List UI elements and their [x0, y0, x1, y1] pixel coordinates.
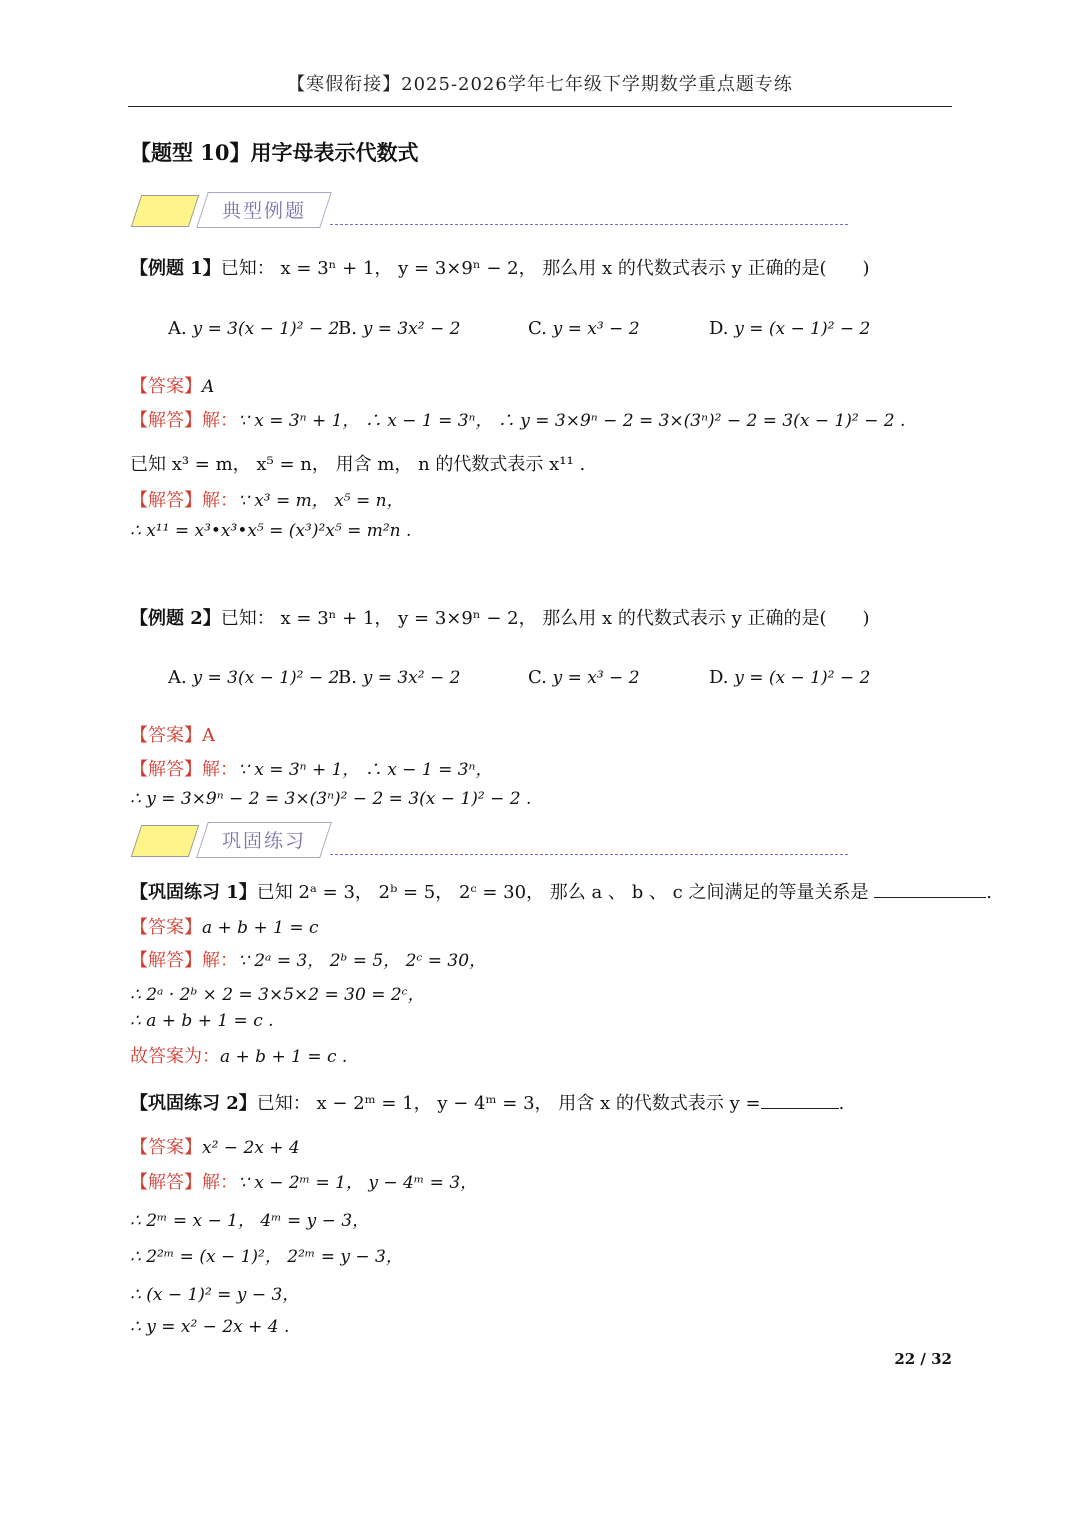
practice1-final-answer: 故答案为：a + b + 1 = c .	[130, 1046, 348, 1067]
example2-option-a: A. y = 3(x − 1)² − 2	[168, 667, 340, 688]
practice2-question: 【巩固练习 2】已知： x − 2ᵐ = 1， y − 4ᵐ = 3， 用含 x 的代数式表示 y = .	[130, 1089, 844, 1115]
practice2-solution-line5: ∴ y = x² − 2x + 4 .	[130, 1317, 290, 1337]
example2-solution-line2: ∴ y = 3×9ⁿ − 2 = 3×(3ⁿ)² − 2 = 3(x − 1)² − 2 .	[130, 789, 532, 809]
practice1-solution: 【解答】解：∵ 2ᵃ = 3， 2ᵇ = 5， 2ᶜ = 30，	[130, 950, 487, 971]
practice1-solution-line2: ∴ 2ᵃ · 2ᵇ × 2 = 3×5×2 = 30 = 2ᶜ，	[130, 985, 425, 1005]
page-header: 【寒假衔接】2025-2026学年七年级下学期数学重点题专练	[287, 74, 793, 95]
practice2-label: 【巩固练习 2】	[130, 1093, 257, 1114]
banner-dashed-line	[330, 224, 848, 225]
banner-typical-examples	[130, 190, 850, 234]
example1-text: 已知： x = 3ⁿ + 1， y = 3×9ⁿ − 2， 那么用 x 的代数式表示 y 正确的是( )	[220, 258, 870, 279]
example1-solution: 【解答】解：∵ x = 3ⁿ + 1， ∴ x − 1 = 3ⁿ， ∴ y = 3×9ⁿ − 2 = 3×(3ⁿ)² − 2 = 3(x − 1)² − 2 .	[130, 410, 906, 431]
example1-extra-question: 已知 x³ = m， x⁵ = n， 用含 m， n 的代数式表示 x¹¹ .	[130, 454, 586, 475]
practice2-solution-line4: ∴ (x − 1)² = y − 3，	[130, 1285, 300, 1305]
practice1-answer: 【答案】a + b + 1 = c	[130, 917, 319, 938]
example1-option-d: D. y = (x − 1)² − 2	[709, 318, 871, 339]
practice1-solution-line3: ∴ a + b + 1 = c .	[130, 1011, 274, 1031]
practice2-answer: 【答案】x² − 2x + 4	[130, 1137, 300, 1158]
banner-practice	[130, 820, 850, 864]
example1-option-a: A. y = 3(x − 1)² − 2	[168, 318, 340, 339]
example1-option-c: C. y = x³ − 2	[528, 318, 640, 339]
practice2-solution: 【解答】解：∵ x − 2ᵐ = 1， y − 4ᵐ = 3，	[130, 1172, 478, 1193]
example2-solution: 【解答】解：∵ x = 3ⁿ + 1， ∴ x − 1 = 3ⁿ，	[130, 759, 493, 780]
banner-yellow-block	[131, 195, 199, 227]
practice2-blank	[761, 1090, 839, 1109]
example2-label: 【例题 2】	[130, 608, 221, 629]
banner-label: 典型例题	[222, 200, 307, 222]
practice1-label: 【巩固练习 1】	[130, 882, 257, 903]
example2-answer: 【答案】A	[130, 725, 215, 746]
practice2-solution-line2: ∴ 2ᵐ = x − 1， 4ᵐ = y − 3，	[130, 1211, 370, 1231]
banner-dashed-line	[330, 854, 848, 855]
banner-label: 巩固练习	[222, 830, 307, 852]
practice2-solution-line3: ∴ 2²ᵐ = (x − 1)²， 2²ᵐ = y − 3，	[130, 1247, 403, 1267]
page-number: 22 / 32	[894, 1350, 952, 1368]
example2-text: 已知： x = 3ⁿ + 1， y = 3×9ⁿ − 2， 那么用 x 的代数式表示 y 正确的是( )	[220, 608, 870, 629]
section-title: 【题型 10】用字母表示代数式	[130, 140, 419, 165]
example1-answer: 【答案】A	[130, 376, 215, 397]
example2-option-c: C. y = x³ − 2	[528, 667, 640, 688]
example1-question	[130, 254, 870, 280]
example2-option-b: B. y = 3x² − 2	[338, 667, 461, 688]
example1-extra-solution: 【解答】解：∵ x³ = m， x⁵ = n，	[130, 490, 404, 511]
example1-extra-solution-line2: ∴ x¹¹ = x³•x³•x⁵ = (x³)²x⁵ = m²n .	[130, 521, 412, 541]
example1-label: 【例题 1】	[130, 258, 221, 279]
example2-question	[130, 604, 870, 630]
practice1-question: 【巩固练习 1】已知 2ᵃ = 3， 2ᵇ = 5， 2ᶜ = 30， 那么 a 、 b 、 c 之间满足的等量关系是 .	[130, 878, 992, 904]
header-rule	[128, 106, 952, 107]
example2-option-d: D. y = (x − 1)² − 2	[709, 667, 871, 688]
banner-yellow-block	[131, 825, 199, 857]
example1-option-b: B. y = 3x² − 2	[338, 318, 461, 339]
practice1-blank	[874, 879, 986, 898]
